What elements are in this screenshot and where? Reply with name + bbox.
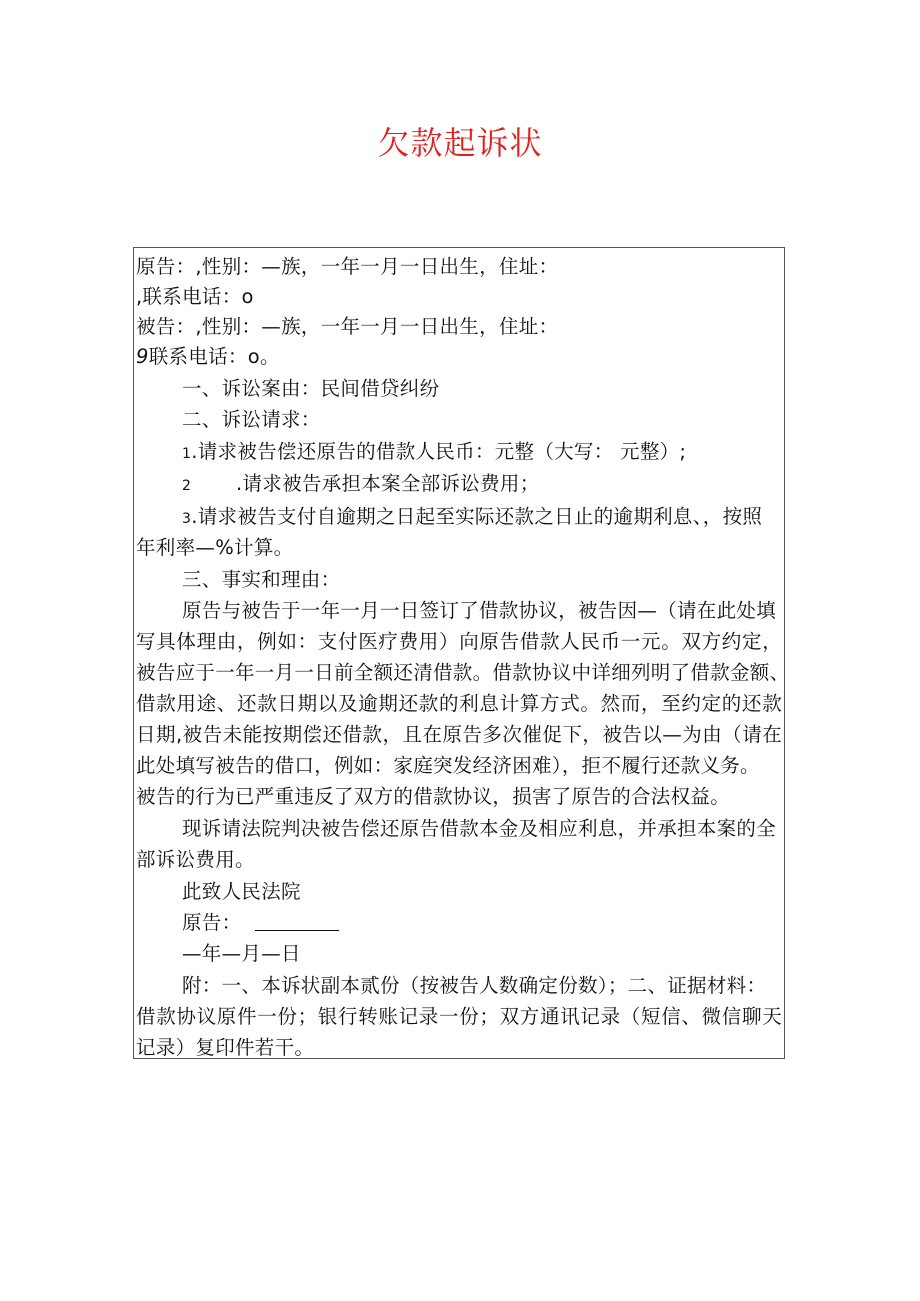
complaint-body (133, 247, 790, 1059)
claim-text: .请求被告支付自逾期之日起至实际还款之日止的逾期利息、，按照 (191, 505, 763, 528)
attachment-line-3: 记录）复印件若干。 (136, 1036, 315, 1059)
claim-number: 1 (182, 446, 192, 462)
defendant-prefix: 9 (136, 345, 149, 368)
defendant-line-1: 被告：,性别：—族，一年一月一日出生，住址： (136, 315, 559, 338)
attachment-line-1: 附：一、本诉状副本贰份（按被告人数确定份数）；二、证据材料： (182, 974, 767, 997)
signature-blank (255, 910, 339, 931)
signature-line (136, 908, 782, 938)
facts-line: 借款用途、还款日期以及逾期还款的利息计算方式。然而，至约定的还款 (136, 692, 782, 715)
claim-item (136, 469, 782, 501)
facts-line: 日期,被告未能按期偿还借款，且在原告多次催促下，被告以—为由（请在 (136, 723, 782, 746)
attachment-line-2: 借款协议原件一份；银行转账记录一份；双方通讯记录（短信、微信聊天 (136, 1005, 782, 1028)
facts-line: 此处填写被告的借口，例如：家庭突发经济困难），拒不履行还款义务。 (136, 754, 760, 777)
request-line-2: 部诉讼费用。 (136, 848, 255, 871)
claim-item (136, 502, 782, 534)
section-claims-heading: 二、诉讼请求： (182, 408, 321, 431)
facts-line: 写具体理由，例如：支付医疗费用）向原告借款人民币一元。双方约定， (136, 630, 782, 653)
claim-text: .请求被告偿还原告的借款人民币：元整（大写： 元整）; (191, 440, 687, 463)
claim-text: .请求被告承担本案全部诉讼费用； (236, 472, 540, 495)
plaintiff-signature-label: 原告： (182, 911, 242, 934)
claim-number: 3 (182, 511, 192, 527)
claim-item-continuation: 年利率—%计算。 (136, 536, 294, 559)
claim-item (136, 437, 782, 469)
defendant-line-2 (136, 342, 782, 372)
addressee: 此致人民法院 (182, 880, 301, 903)
facts-line: 被告的行为已严重违反了双方的借款协议，损害了原告的合法权益。 (136, 785, 731, 808)
request-line-1: 现诉请法院判决被告偿还原告借款本金及相应利息，并承担本案的全 (182, 817, 777, 840)
facts-line: 原告与被告于一年一月一日签订了借款协议，被告因—（请在此处填 (182, 599, 777, 622)
defendant-contact: 联系电话：o。 (148, 345, 280, 368)
section-facts-heading: 三、事实和理由： (182, 568, 341, 591)
section-case-cause: 一、诉讼案由：民间借贷纠纷 (182, 377, 440, 400)
date-line: —年—月—日 (182, 942, 301, 965)
plaintiff-line-1: 原告：,性别：—族，一年一月一日出生，住址： (136, 255, 559, 278)
document-title: 欠款起诉状 (377, 124, 543, 162)
facts-line: 被告应于一年一月一日前全额还清借款。借款协议中详细列明了借款金额、 (136, 661, 790, 684)
plaintiff-line-2: ,联系电话：o (136, 285, 254, 308)
claim-number: 2 (182, 478, 192, 494)
